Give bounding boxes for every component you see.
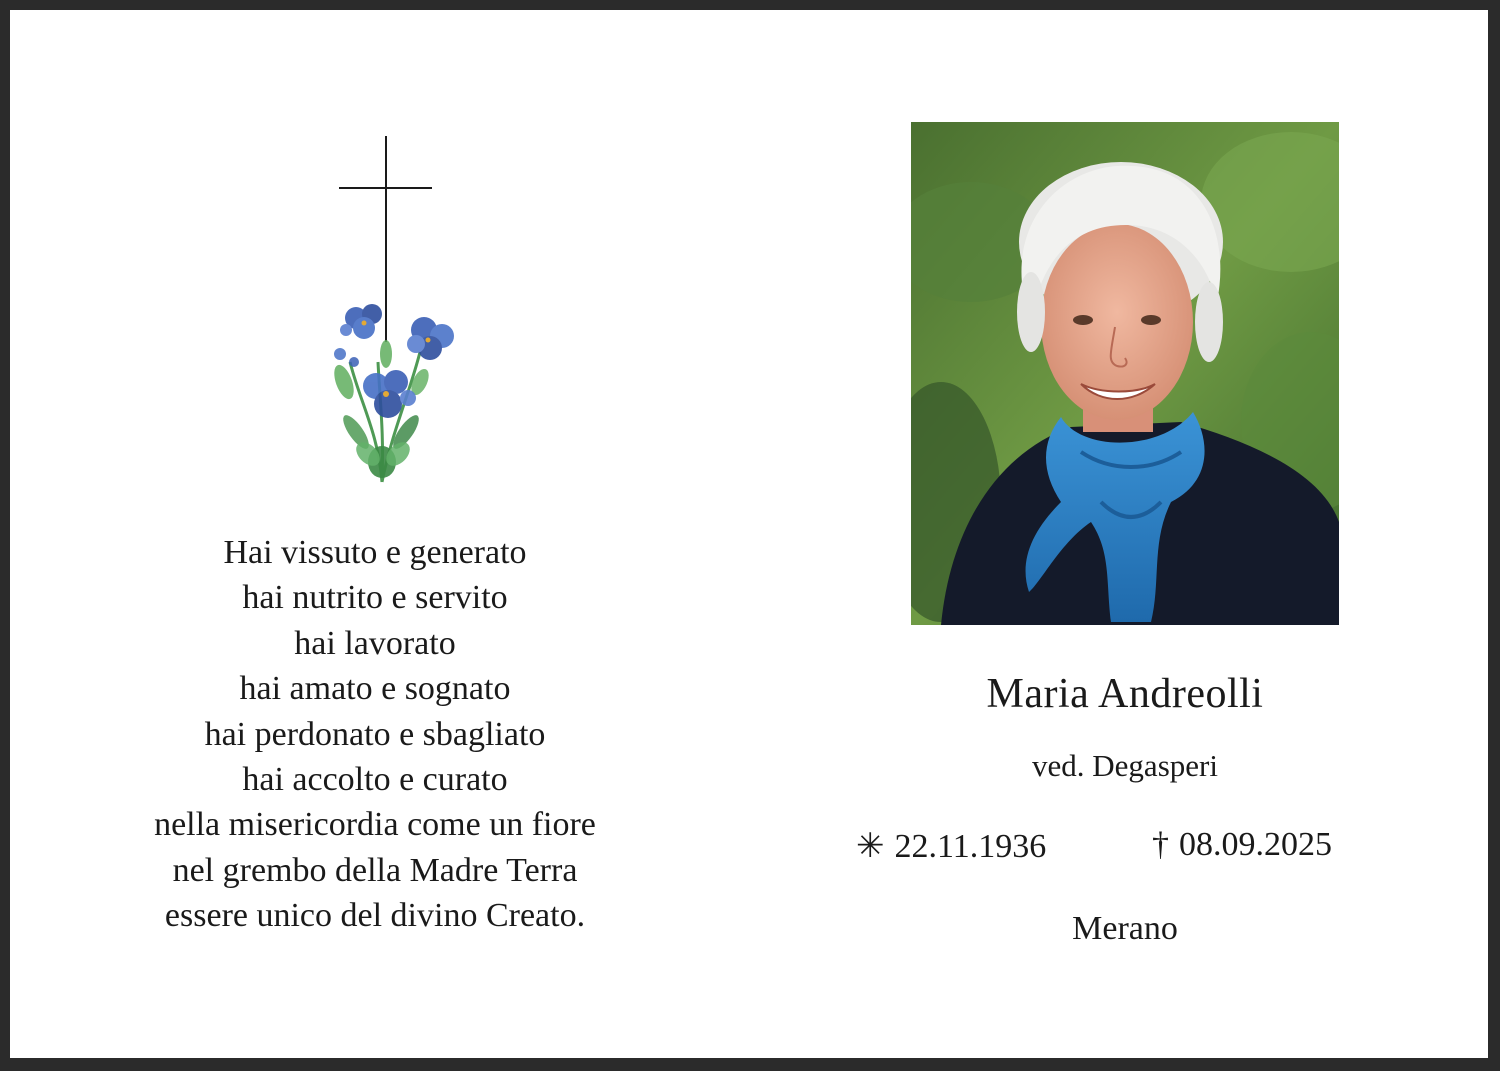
death-cross-icon: † bbox=[1152, 826, 1169, 863]
death-date-group bbox=[1152, 826, 1332, 864]
poem-line: hai perdonato e sbagliato bbox=[204, 715, 546, 753]
deceased-name: Maria Andreolli bbox=[986, 671, 1264, 717]
portrait-photo bbox=[911, 122, 1339, 625]
poem-line: hai lavorato bbox=[294, 624, 456, 662]
poem-line: hai nutrito e servito bbox=[242, 579, 508, 617]
poem-line: Hai vissuto e generato bbox=[223, 534, 527, 571]
memorial-card bbox=[10, 10, 1488, 1058]
poem-line: hai accolto e curato bbox=[242, 761, 508, 799]
birth-date: 22.11.1936 bbox=[894, 828, 1047, 865]
cross-with-pansies-icon bbox=[320, 132, 460, 492]
poem-line: nella misericordia come un fiore bbox=[154, 806, 596, 844]
place-name: Merano bbox=[1072, 910, 1178, 947]
poem bbox=[50, 530, 700, 939]
poem-line: hai amato e sognato bbox=[239, 670, 511, 708]
death-date: 08.09.2025 bbox=[1179, 826, 1332, 863]
maiden-name: ved. Degasperi bbox=[1032, 748, 1218, 783]
poem-line: nel grembo della Madre Terra bbox=[172, 851, 578, 889]
poem-line: essere unico del divino Creato. bbox=[164, 897, 586, 935]
left-panel bbox=[10, 10, 740, 1058]
birth-date-group bbox=[856, 826, 1046, 866]
birth-star-icon: ✳ bbox=[856, 828, 885, 865]
life-dates bbox=[856, 826, 1366, 870]
